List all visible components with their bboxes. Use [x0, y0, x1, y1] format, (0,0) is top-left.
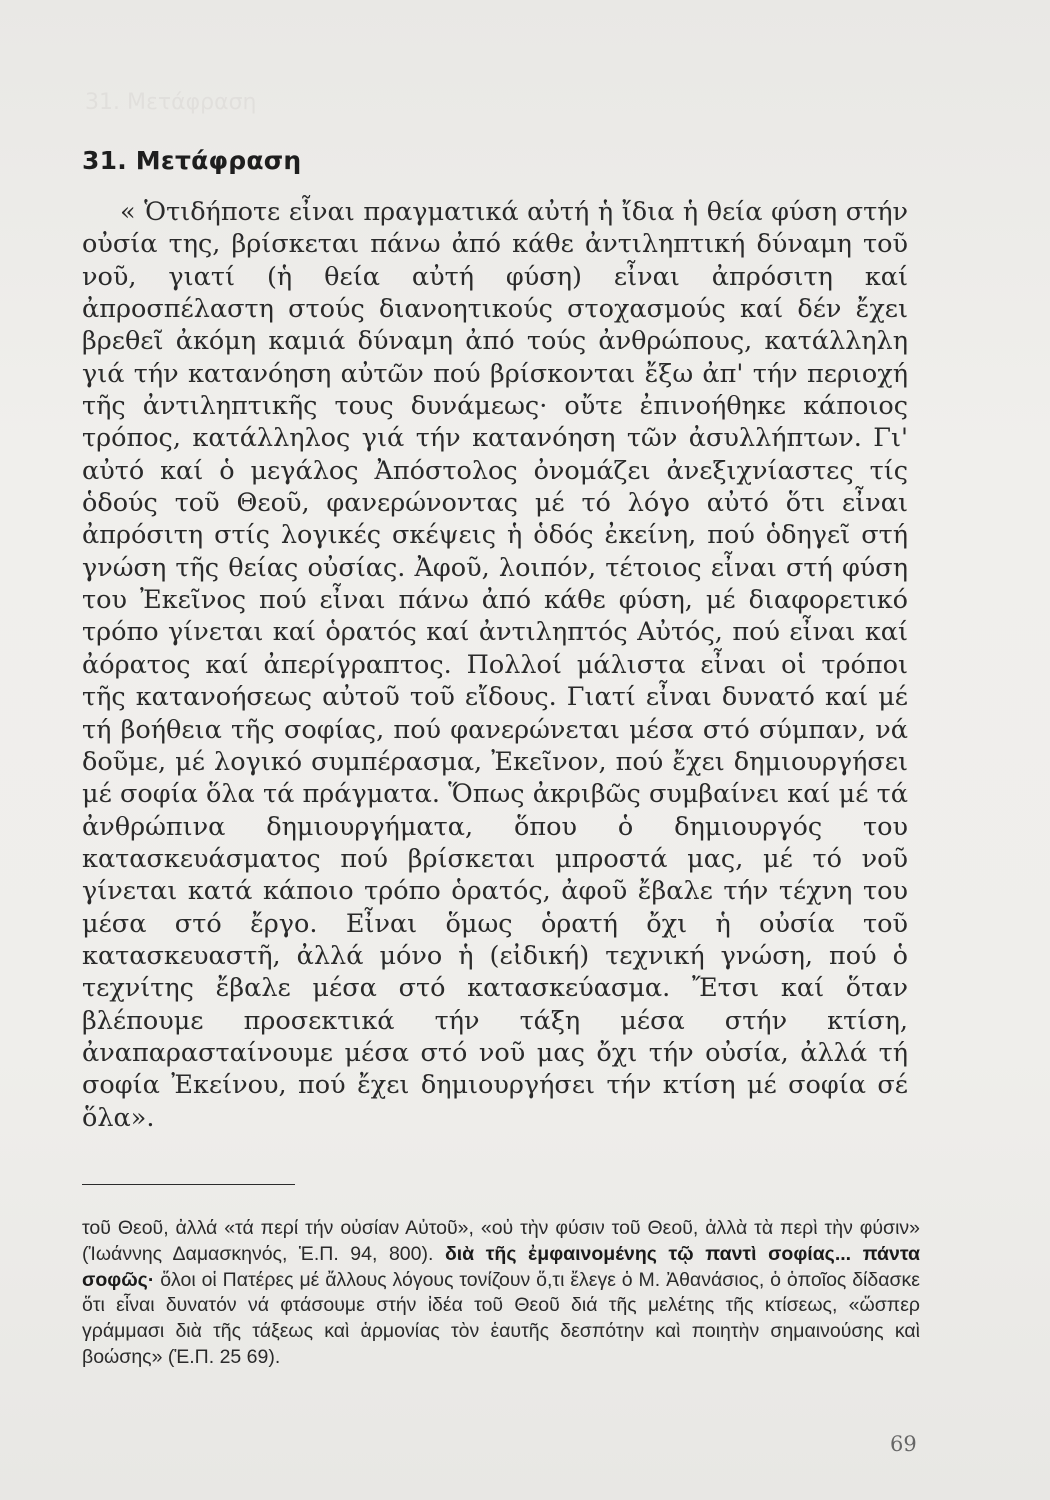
footnote — [82, 1216, 920, 1371]
section-body-text: « Ὁτιδήποτε εἶναι πραγματικά αὐτή ἡ ἴδια ἡ θεία φύση στήν οὐσία της, βρίσκεται πάνω ἀπό κάθε ἀντιληπτική δύναμη τοῦ νοῦ, γιατί (ἡ θεία αὐτή φύση) εἶναι ἀπρόσιτη καί ἀπροσπέλαστη στούς διανοητικούς στοχασμούς καί δέν ἔχει βρεθεῖ ἀκόμη καμιά δύναμη ἀπό τούς ἀνθρώπους, κατάλληλη γιά τήν κατανόηση αὐτῶν πού βρίσκονται ἔξω ἀπ' τήν περιοχή τῆς ἀντιληπτικῆς τους δυνάμεως· οὔτε ἐπινοήθηκε κάποιος τρόπος, κατάλληλος γιά τήν κατανόηση τῶν ἀσυλλήπτων. Γι' αὐτό καί ὁ μεγάλος Ἀπόστολος ὀνομάζει ἀνεξιχνίαστες τίς ὁδούς τοῦ Θεοῦ, φανερώνοντας μέ τό λόγο αὐτό ὅτι εἶναι ἀπρόσιτη στίς λογικές σκέψεις ἡ ὁδός ἐκείνη, πού ὁδηγεῖ στή γνώση τῆς θείας οὐσίας. Ἀφοῦ, λοιπόν, τέτοιος εἶναι στή φύση του Ἐκεῖνος πού εἶναι πάνω ἀπό κάθε φύση, μέ διαφορετικό τρόπο γίνεται καί ὁρατός καί ἀντιληπτός Αὐτός, πού εἶναι καί ἀόρατος καί ἀπερίγραπτος. Πολλοί μάλιστα εἶναι οἱ τρόποι τῆς κατανοήσεως αὐτοῦ τοῦ εἴδους. Γιατί εἶναι δυνατό καί μέ τή βοήθεια τῆς σοφίας, πού φανερώνεται μέσα στό σύμπαν, νά δοῦμε, μέ λογικό συμπέρασμα, Ἐκεῖνον, πού ἔχει δημιουργήσει μέ σοφία ὅλα τά πράγματα. Ὅπως ἀκριβῶς συμβαίνει καί μέ τά ἀνθρώπινα δημιουργήματα, ὅπου ὁ δημιουργός του κατασκευάσματος πού βρίσκεται μπροστά μας, μέ τό νοῦ γίνεται κατά κάποιο τρόπο ὁρατός, ἀφοῦ ἔβαλε τήν τέχνη του μέσα στό ἔργο. Εἶναι ὅμως ὁρατή ὄχι ἡ οὐσία τοῦ κατασκευαστῆ, ἀλλά μόνο ἡ (εἰδική) τεχνική γνώση, πού ὁ τεχνίτης ἔβαλε μέσα στό κατασκεύασμα. Ἔτσι καί ὅταν βλέπουμε προσεκτικά τήν τάξη μέσα στήν κτίση, ἀναπαρασταίνουμε μέσα στό νοῦ μας ὄχι τήν οὐσία, ἀλλά τή σοφία Ἐκείνου, πού ἔχει δημιουργήσει τήν κτίση μέ σοφία σέ ὅλα». — [82, 197, 908, 1133]
footnote-bold-quote: διὰ τῆς ἐμφαινομένης τῷ παντὶ σοφίας... πάντα σοφῶς· — [82, 1242, 920, 1291]
running-head: 31. Μετάφραση — [85, 90, 257, 115]
footnote-text-part1: τοῦ Θεοῦ, ἀλλά «τά περί τήν οὐσίαν Αὐτοῦ», «οὐ τὴν φύσιν τοῦ Θεοῦ, ἀλλὰ τὰ περὶ τὴν φύσιν» (Ἰωάννης Δαμασκηνός, Ἑ.Π. 94, 800). — [82, 1217, 920, 1265]
section-heading: 31. Μετάφραση — [82, 146, 302, 175]
footnote-separator — [82, 1184, 295, 1185]
page-number: 69 — [890, 1432, 917, 1456]
footnote-text-part2: ὅλοι οἱ Πατέρες μέ ἄλλους λόγους τονίζουν ὅ,τι ἔλεγε ὁ Μ. Ἀθανάσιος, ὁ ὁποῖος δίδασκε ὅτι εἶναι δυνατόν νά φτάσουμε στήν ἰδέα τοῦ Θεοῦ διά τῆς μελέτης τῆς κτίσεως, «ὥσπερ γράμμασι διὰ τῆς τάξεως καὶ ἁρμονίας τὸν ἑαυτῆς δεσπότην καὶ ποιητὴν σημαινούσης καὶ βοώσης» (Ἑ.Π. 25 69). — [82, 1268, 920, 1368]
